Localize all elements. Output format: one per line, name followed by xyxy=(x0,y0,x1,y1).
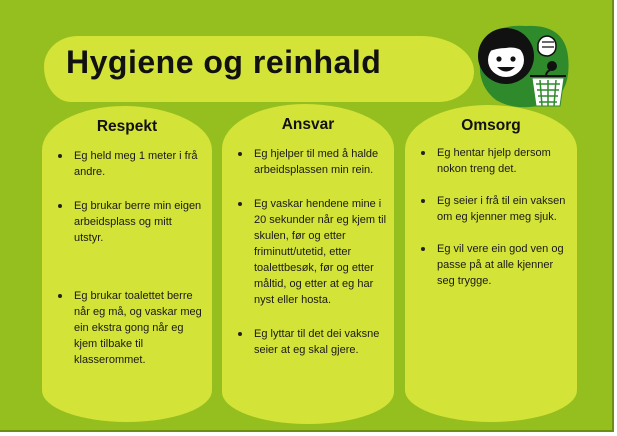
bullet-list xyxy=(421,145,569,289)
child-hygiene-icon xyxy=(476,22,572,108)
column-ansvar xyxy=(222,104,394,424)
list-item: Eg hentar hjelp dersom nokon treng det. xyxy=(421,145,569,177)
page-title: Hygiene og reinhald xyxy=(66,44,382,80)
column-omsorg xyxy=(405,105,577,422)
column-heading: Omsorg xyxy=(461,117,521,134)
column-heading: Ansvar xyxy=(281,116,335,133)
list-item: Eg vil vere ein god ven og passe på at alle kjenner seg trygge. xyxy=(421,241,569,289)
list-item: Eg lyttar til det dei vaksne seier at eg skal gjere. xyxy=(238,326,388,358)
list-item: Eg brukar toalettet berre når eg må, og vaskar meg ein ekstra gong når eg kjem tilbake til klasserommet. xyxy=(58,288,204,368)
list-item: Eg seier i frå til ein vaksen om eg kjenner meg sjuk. xyxy=(421,193,569,225)
bullet-list xyxy=(58,148,204,368)
bullet-list xyxy=(238,146,388,358)
column-respekt xyxy=(42,106,212,422)
list-item: Eg vaskar hendene mine i 20 sekunder når eg kjem til skulen, før og etter friminutt/utetid, etter toalettbesøk, før og etter måltid, og etter at eg har nyst eller hosta. xyxy=(238,196,388,308)
list-item: Eg held meg 1 meter i frå andre. xyxy=(58,148,204,180)
list-item: Eg brukar berre min eigen arbeidsplass og mitt utstyr. xyxy=(58,198,204,246)
list-item: Eg hjelper til med å halde arbeidsplassen min rein. xyxy=(238,146,388,178)
column-heading: Respekt xyxy=(96,118,158,135)
